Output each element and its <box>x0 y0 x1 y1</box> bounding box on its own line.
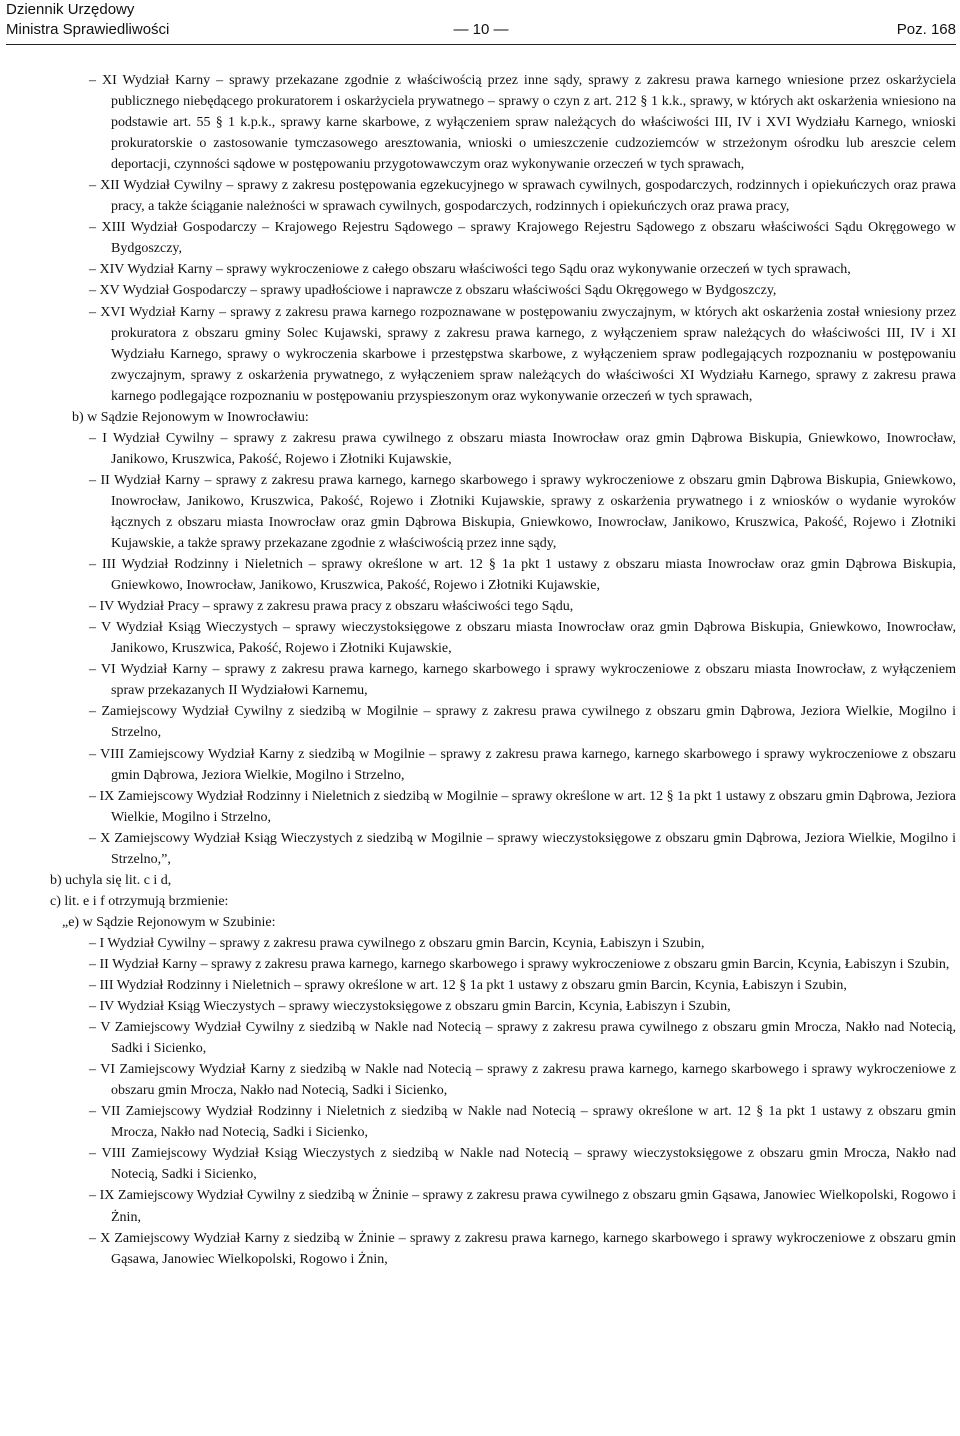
list-item: – IV Wydział Pracy – sprawy z zakresu prawa pracy z obszaru właściwości tego Sądu, <box>89 599 574 615</box>
list-item: – XV Wydział Gospodarczy – sprawy upadłościowe i naprawcze z obszaru właściwości Sądu Okręgowego w Bydgoszczy, <box>89 283 777 299</box>
list-item: – XII Wydział Cywilny – sprawy z zakresu postępowania egzekucyjnego w sprawach cywilnych, gospodarczych, rodzinnych i opiekuńczych oraz prawa pracy, a także ściąganie należności w sprawach cywilnych, gospodarczych, rodzinnych i opiekuńczych oraz prawa pracy, <box>89 178 956 215</box>
list-item: – VII Zamiejscowy Wydział Rodzinny i Nieletnich z siedzibą w Nakle nad Notecią – sprawy określone w art. 12 § 1a pkt 1 ustawy z obszaru gmin Mrocza, Nakło nad Notecią, Sadki i Sicienko, <box>89 1104 956 1141</box>
list-item: – VIII Zamiejscowy Wydział Ksiąg Wieczystych z siedzibą w Nakle nad Notecią – sprawy wieczystoksięgowe z obszaru gmin Mrocza, Nakło nad Notecią, Sadki i Sicienko, <box>89 1146 956 1183</box>
section-heading-inowroclaw: b) w Sądzie Rejonowym w Inowrocławiu: <box>72 409 309 425</box>
list-item: – II Wydział Karny – sprawy z zakresu prawa karnego, karnego skarbowego i sprawy wykroczeniowe z obszaru gmin Barcin, Kcynia, Łabiszyn i Szubin, <box>89 956 950 972</box>
page-number: — 10 — <box>453 21 509 38</box>
list-item: – III Wydział Rodzinny i Nieletnich – sprawy określone w art. 12 § 1a pkt 1 ustawy z obszaru gmin Barcin, Kcynia, Łabiszyn i Szubin, <box>89 978 847 994</box>
list-item: – I Wydział Cywilny – sprawy z zakresu prawa cywilnego z obszaru miasta Inowrocław oraz gmin Dąbrowa Biskupia, Gniewkowo, Inowrocław, Janikowo, Kruszwica, Pakość, Rojewo i Złotniki Kujawskie, <box>89 430 956 467</box>
document-body <box>50 70 956 1270</box>
list-item: – VI Zamiejscowy Wydział Karny z siedzibą w Nakle nad Notecią – sprawy z zakresu prawa karnego, karnego skarbowego i sprawy wykroczeniowe z obszaru gmin Mrocza, Nakło nad Notecią, Sadki i Sicienko, <box>89 1062 956 1099</box>
list-item: – V Wydział Ksiąg Wieczystych – sprawy wieczystoksięgowe z obszaru miasta Inowrocław oraz gmin Dąbrowa Biskupia, Gniewkowo, Inowrocław, Janikowo, Kruszwica, Pakość, Rojewo i Złotniki Kujawskie, <box>89 620 956 657</box>
line-otrzymuja: c) lit. e i f otrzymują brzmienie: <box>50 893 229 909</box>
list-item: – IX Zamiejscowy Wydział Cywilny z siedzibą w Żninie – sprawy z zakresu prawa cywilnego z obszaru gmin Gąsawa, Janowiec Wielkopolski, Rogowo i Żnin, <box>89 1188 956 1225</box>
list-item: – XIV Wydział Karny – sprawy wykroczeniowe z całego obszaru właściwości tego Sądu oraz wykonywanie orzeczeń w tych sprawach, <box>89 262 851 278</box>
list-item: – X Zamiejscowy Wydział Karny z siedzibą w Żninie – sprawy z zakresu prawa karnego, karnego skarbowego i sprawy wykroczeniowe z obszaru gmin Gąsawa, Janowiec Wielkopolski, Rogowo i Żnin, <box>89 1230 956 1267</box>
section-heading-szubin: „e) w Sądzie Rejonowym w Szubinie: <box>62 914 276 930</box>
list-item: – VI Wydział Karny – sprawy z zakresu prawa karnego, karnego skarbowego i sprawy wykroczeniowe z obszaru miasta Inowrocław, z wyłączeniem spraw przekazanych II Wydziałowi Karnemu, <box>89 662 956 699</box>
list-item: – IV Wydział Ksiąg Wieczystych – sprawy wieczystoksięgowe z obszaru gmin Barcin, Kcynia, Łabiszyn i Szubin, <box>89 999 731 1015</box>
page-header <box>6 0 956 44</box>
journal-title-line1: Dziennik Urzędowy <box>6 1 135 18</box>
journal-title-line2: Ministra Sprawiedliwości <box>6 21 170 38</box>
position-number: Poz. 168 <box>896 21 956 38</box>
list-item: – II Wydział Karny – sprawy z zakresu prawa karnego, karnego skarbowego i sprawy wykroczeniowe z obszaru gmin Dąbrowa Biskupia, Gniewkowo, Inowrocław, Janikowo, Kruszwica, Pakość, Rojewo i Złotniki Kujawskie, sprawy z oskarżenia prywatnego i z wniosków o wydanie wyroków łącznych z obszaru miasta Inowrocław oraz gmin Dąbrowa Biskupia, Gniewkowo, Inowrocław, Janikowo, Kruszwica, Pakość, Rojewo i Złotniki Kujawskie, a także sprawy przekazane zgodnie z właściwością przez inne sądy, <box>89 472 956 552</box>
list-item: – V Zamiejscowy Wydział Cywilny z siedzibą w Nakle nad Notecią – sprawy z zakresu prawa cywilnego z obszaru gmin Mrocza, Nakło nad Notecią, Sadki i Sicienko, <box>89 1020 956 1057</box>
header-divider <box>6 44 956 45</box>
list-item: – XVI Wydział Karny – sprawy z zakresu prawa karnego rozpoznawane w postępowaniu zwyczajnym, w których akt oskarżenia został wniesiony przez prokuratora z obszaru gminy Solec Kujawski, sprawy z zakresu prawa karnego, z wyłączeniem spraw należących do właściwości III, IV i XI Wydziału Karnego, sprawy o wykroczenia skarbowe i przestępstwa skarbowe, z wyłączeniem spraw podlegających rozpoznaniu w postępowaniu zwyczajnym, sprawy z oskarżenia prywatnego, z wyłączeniem spraw należących do właściwości XI Wydziału Karnego, sprawy z zakresu prawa karnego podlegające rozpoznaniu w postępowaniu przyspieszonym oraz wykonywanie orzeczeń w tych sprawach, <box>89 304 956 404</box>
list-item: – XIII Wydział Gospodarczy – Krajowego Rejestru Sądowego – sprawy Krajowego Rejestru Sądowego z obszaru właściwości Sądu Okręgowego w Bydgoszczy, <box>89 220 956 257</box>
list-item: – XI Wydział Karny – sprawy przekazane zgodnie z właściwością przez inne sądy, sprawy z zakresu prawa karnego wniesione przez oskarżyciela publicznego niebędącego prokuratorem i oskarżyciela prywatnego – sprawy o czyn z art. 212 § 1 k.k., sprawy, w których akt oskarżenia wniesiono na podstawie art. 55 § 1 k.p.k., sprawy karne skarbowe, z wyłączeniem spraw należących do właściwości III, IV i XVI Wydziału Karnego, wnioski prokuratorskie o zastosowanie tymczasowego aresztowania, wnioski o umieszczenie cudzoziemców w strzeżonym ośrodku lub areszcie celem deportacji, czynności sądowe w postępowaniu przygotowawczym oraz wykonywanie orzeczeń w tych sprawach, <box>89 73 956 173</box>
list-item: – Zamiejscowy Wydział Cywilny z siedzibą w Mogilnie – sprawy z zakresu prawa cywilnego z obszaru gmin Dąbrowa, Jeziora Wielkie, Mogilno i Strzelno, <box>89 704 956 741</box>
list-item: – IX Zamiejscowy Wydział Rodzinny i Nieletnich z siedzibą w Mogilnie – sprawy określone w art. 12 § 1a pkt 1 ustawy z obszaru gmin Dąbrowa, Jeziora Wielkie, Mogilno i Strzelno, <box>89 788 956 825</box>
list-item: – VIII Zamiejscowy Wydział Karny z siedzibą w Mogilnie – sprawy z zakresu prawa karnego, karnego skarbowego i sprawy wykroczeniowe z obszaru gmin Dąbrowa, Jeziora Wielkie, Mogilno i Strzelno, <box>89 746 956 783</box>
line-uchyla: b) uchyla się lit. c i d, <box>50 872 172 888</box>
list-item: – I Wydział Cywilny – sprawy z zakresu prawa cywilnego z obszaru gmin Barcin, Kcynia, Łabiszyn i Szubin, <box>89 935 705 951</box>
list-item: – X Zamiejscowy Wydział Ksiąg Wieczystych z siedzibą w Mogilnie – sprawy wieczystoksięgowe z obszaru gmin Dąbrowa, Jeziora Wielkie, Mogilno i Strzelno,”, <box>89 830 956 867</box>
list-item: – III Wydział Rodzinny i Nieletnich – sprawy określone w art. 12 § 1a pkt 1 ustawy z obszaru miasta Inowrocław oraz gmin Dąbrowa Biskupia, Gniewkowo, Inowrocław, Janikowo, Kruszwica, Pakość, Rojewo i Złotniki Kujawskie, <box>89 557 956 594</box>
